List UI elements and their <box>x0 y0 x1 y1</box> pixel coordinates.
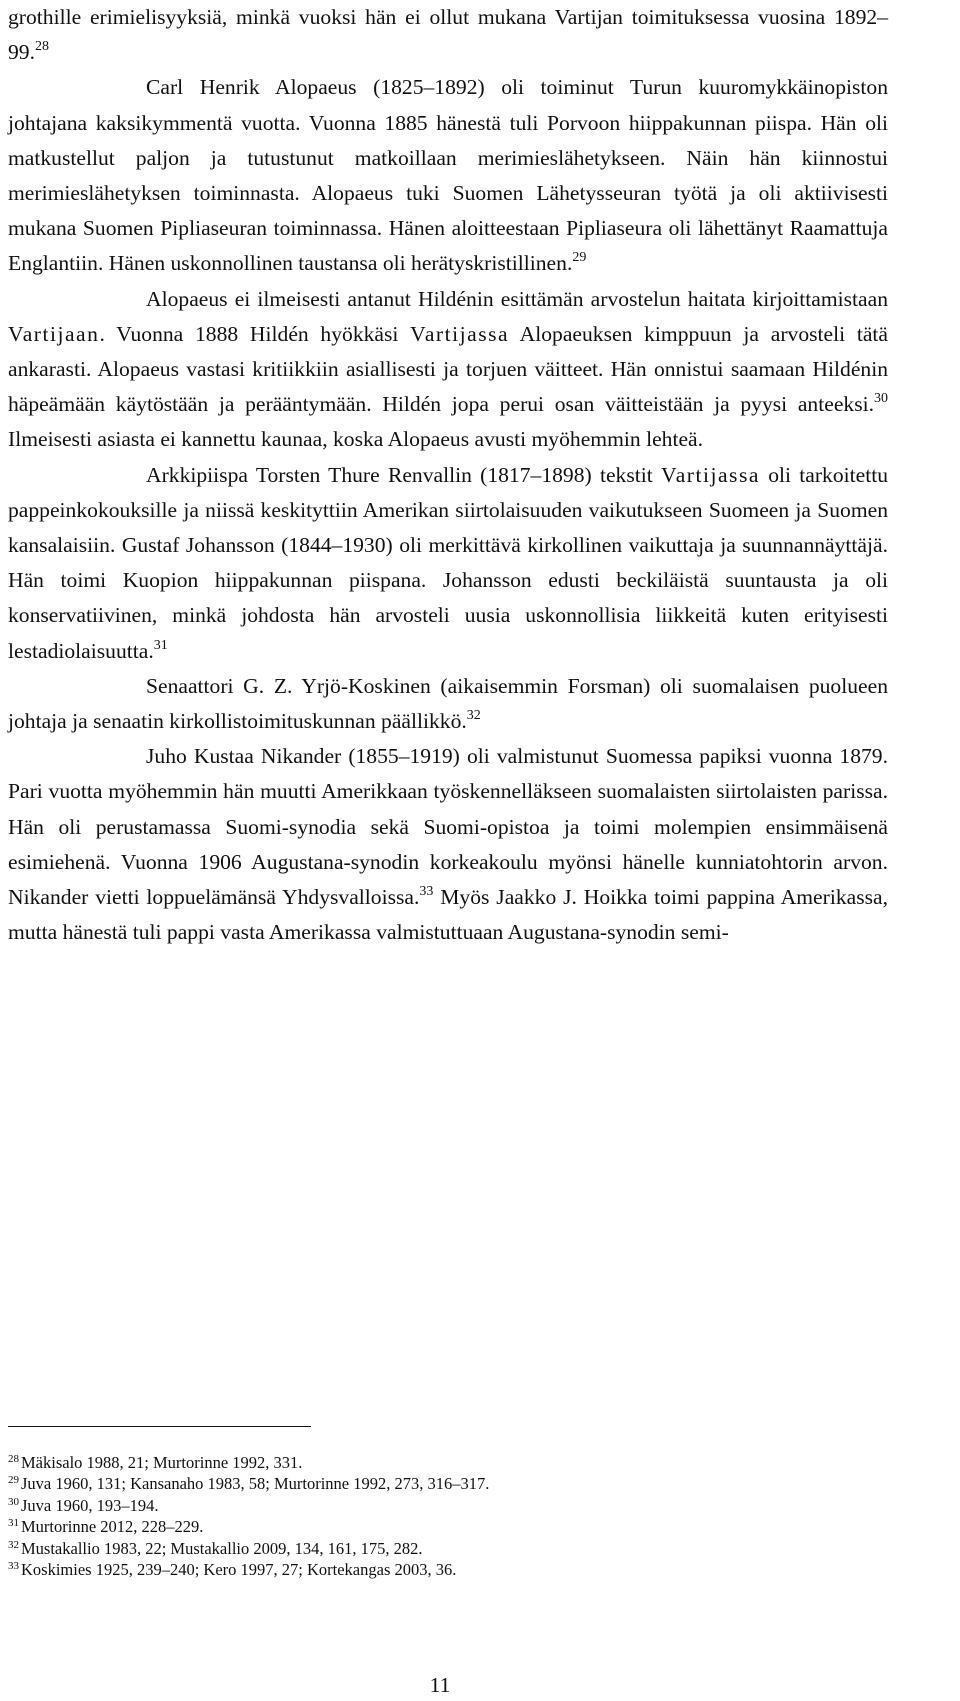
paragraph <box>8 282 888 458</box>
footnote-text: Koskimies 1925, 239–240; Kero 1997, 27; Kortekangas 2003, 36. <box>21 1560 457 1580</box>
footnote-number: 33 <box>8 1560 19 1573</box>
footnote-text: Mustakallio 1983, 22; Mustakallio 2009, 134, 161, 175, 282. <box>21 1538 423 1558</box>
footnote-ref: 28 <box>35 39 49 55</box>
page <box>8 0 888 950</box>
text-run: Senaattori G. Z. Yrjö-Koskinen (aikaisemmin Forsman) oli suomalaisen puolueen johtaja ja senaatin kirkollistoimituskunnan päällikkö. <box>8 673 888 734</box>
paragraph <box>8 669 888 739</box>
emphasized-title: Vartijassa <box>661 462 760 487</box>
text-run: Alopaeus ei ilmeisesti antanut Hildénin esittämän arvostelun haitata kirjoittamistaan <box>146 286 888 311</box>
emphasized-title: Vartijaan <box>8 321 100 346</box>
paragraph <box>8 70 888 281</box>
footnote-number: 31 <box>8 1517 19 1530</box>
text-run: . Vuonna 1888 Hildén hyökkäsi <box>99 321 411 346</box>
text-run: grothille erimielisyyksiä, minkä vuoksi hän ei ollut mukana Vartijan toimituksessa vuosina 1892–99. <box>8 5 888 65</box>
footnote <box>8 1473 888 1494</box>
footnote-ref: 29 <box>572 250 587 266</box>
text-run: Ilmeisesti asiasta ei kannettu kaunaa, koska Alopaeus avusti myöhemmin lehteä. <box>8 427 704 452</box>
text-run: Alopaeuksen kimppuun ja arvosteli tätä ankarasti. Alopaeus vastasi kritiikkiin asiallisesti ja torjuen väitteet. Hän onnistui saamaan Hildénin häpeämään käytöstään ja perääntymään. Hildén jopa perui osan väitteistään ja pyysi anteeksi. <box>8 321 888 417</box>
text-run: Arkkipiispa Torsten Thure Renvallin (1817–1898) tekstit <box>146 462 661 487</box>
footnote-text: Juva 1960, 131; Kansanaho 1983, 58; Murtorinne 1992, 273, 316–317. <box>21 1474 490 1494</box>
footnotes <box>8 1452 888 1580</box>
page-number: 11 <box>429 1673 451 1697</box>
footnote-number: 32 <box>8 1538 19 1551</box>
footnote-text: Murtorinne 2012, 228–229. <box>21 1517 204 1537</box>
footnote <box>8 1538 888 1559</box>
footnote-ref: 33 <box>419 884 434 900</box>
text-run: Carl Henrik Alopaeus (1825–1892) oli toiminut Turun kuuromykkäinopiston johtajana kaksikymmentä vuotta. Vuonna 1885 hänestä tuli Porvoon hiippakunnan piispa. Hän oli matkustellut paljon ja tutustunut matkoillaan merimieslähetykseen. Näin hän kiinnostui merimieslähetyksen toiminnasta. Alopaeus tuki Suomen Lähetysseuran työtä ja oli aktiivisesti mukana Suomen Pipliaseuran toiminnassa. Hänen aloitteestaan Pipliaseura oli lähettänyt Raamattuja Englantiin. Hänen uskonnollinen taustansa oli herätyskristillinen. <box>8 75 888 276</box>
footnote-divider <box>8 1426 311 1427</box>
body-text <box>8 0 888 950</box>
footnote-ref: 31 <box>153 637 168 653</box>
paragraph <box>8 0 888 70</box>
footnote-ref: 32 <box>466 708 481 724</box>
text-run: Juho Kustaa Nikander (1855–1919) oli valmistunut Suomessa papiksi vuonna 1879. Pari vuotta myöhemmin hän muutti Amerikkaan työskennelläkseen suomalaisten siirtolaisten parissa. Hän oli perustamassa Suomi-synodia sekä Suomi-opistoa ja toimi molempien ensimmäisenä esimiehenä. Vuonna 1906 Augustana-synodin korkeakoulu myönsi hänelle kunniatohtorin arvon. Nikander vietti loppuelämänsä Yhdysvalloissa. <box>8 744 888 910</box>
footnote <box>8 1452 888 1473</box>
text-run: Myös Jaakko J. Hoikka toimi pappina Amerikassa, mutta hänestä tuli pappi vasta Amerikassa valmistuttuaan Augustana-synodin semi- <box>8 885 888 945</box>
footnote <box>8 1559 888 1580</box>
footnote-text: Juva 1960, 193–194. <box>21 1495 159 1515</box>
footnote <box>8 1495 888 1516</box>
footnote-number: 28 <box>8 1453 19 1465</box>
footnote <box>8 1516 888 1537</box>
footnote-text: Mäkisalo 1988, 21; Murtorinne 1992, 331. <box>21 1453 303 1472</box>
footnote-number: 30 <box>8 1495 19 1508</box>
emphasized-title: Vartijassa <box>410 321 510 346</box>
footnote-number: 29 <box>8 1474 19 1487</box>
text-run: oli tarkoitettu pappeinkokouksille ja niissä keskityttiin Amerikan siirtolaisuuden vaikutukseen Suomeen ja Suomen kansalaisiin. Gustaf Johansson (1844–1930) oli merkittävä kirkollinen vaikuttaja ja suunnannäyttäjä. Hän toimi Kuopion hiippakunnan piispana. Johansson edusti beckiläistä suuntausta ja oli konservatiivinen, minkä johdosta hän arvosteli uusia uskonnollisia liikkeitä kuten erityisesti lestadiolaisuutta. <box>8 462 888 663</box>
paragraph <box>8 739 888 950</box>
footnote-ref: 30 <box>874 391 888 407</box>
paragraph <box>8 458 888 669</box>
